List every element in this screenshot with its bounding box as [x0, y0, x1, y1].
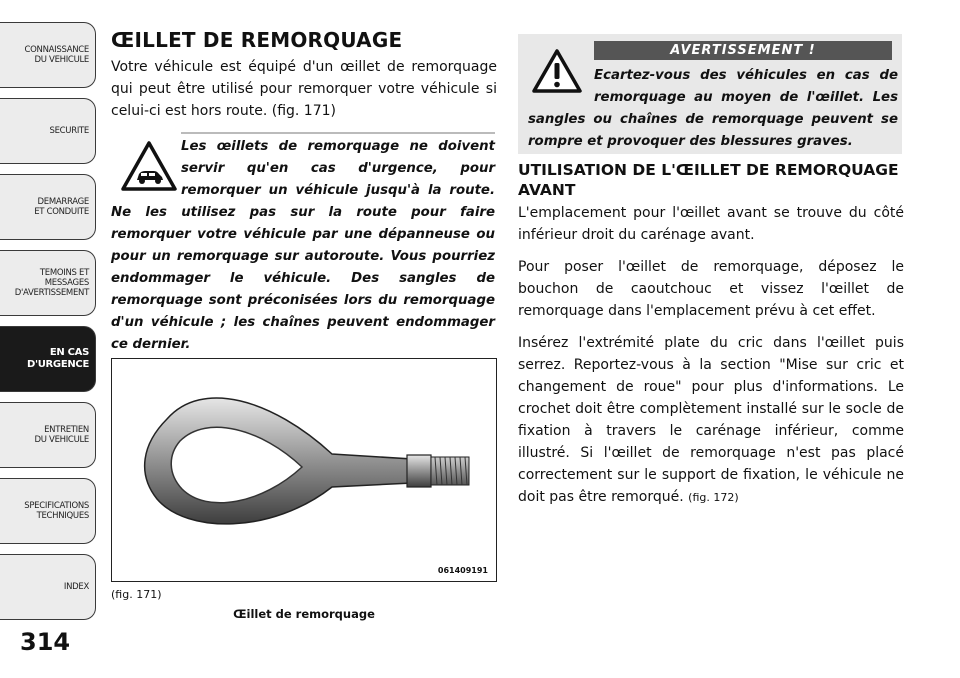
warning-heading: AVERTISSEMENT !: [594, 41, 892, 60]
figure-reference-inline: (fig. 172): [688, 491, 739, 504]
paragraph-jack: [518, 332, 904, 509]
tab-index[interactable]: [0, 554, 96, 620]
tab-en-cas-urgence[interactable]: [0, 326, 96, 392]
paragraph-install: Pour poser l'œillet de remorquage, déposez le bouchon de caoutchouc et vissez l'œillet de remorquage dans l'emplacement prévu à cet effet.: [518, 259, 904, 319]
tab-label: INDEX: [63, 582, 89, 592]
warning-box: [518, 34, 902, 154]
intro-paragraph: Votre véhicule est équipé d'un œillet de remorquage qui peut être utilisé pour remorquer votre véhicule si celui-ci est hors route. (fig. 171): [111, 59, 497, 119]
tab-label: ENTRETIEN DU VEHICULE: [34, 425, 89, 445]
vehicle-warning-icon: [121, 140, 177, 192]
tow-eye-illustration: [112, 359, 495, 580]
right-column: [518, 160, 904, 519]
page-number: 314: [20, 628, 71, 656]
warning-text: [528, 65, 898, 153]
tab-connaissance-vehicule[interactable]: [0, 22, 96, 88]
tab-demarrage-conduite[interactable]: [0, 174, 96, 240]
paragraph-location: L'emplacement pour l'œillet avant se trouve du côté inférieur droit du carénage avant.: [518, 205, 904, 243]
warning-body: Ecartez-vous des véhicules en cas de remorquage au moyen de l'œillet. Les sangles ou chaînes de remorquage peuvent se rompre et provoquer des blessures graves.: [528, 68, 898, 149]
caution-box: [111, 132, 495, 356]
tab-securite[interactable]: [0, 98, 96, 164]
caution-body: Les œillets de remorquage ne doivent servir qu'en cas d'urgence, pour remorquer un véhicule jusqu'à la route. Ne les utilisez pas sur la route pour faire remorquer votre véhicule par une dépanneuse ou pour un remorquage sur autoroute. Vous pourriez endommager le véhicule. Des sangles de remorquage sont préconisées lors du remorquage d'un véhicule ; les chaînes peuvent endommager ce dernier.: [111, 138, 495, 352]
tab-label: DEMARRAGE ET CONDUITE: [34, 197, 89, 217]
section-title: ŒILLET DE REMORQUAGE: [111, 28, 403, 52]
tab-specifications-techniques[interactable]: [0, 478, 96, 544]
figure-tow-eye: [111, 358, 497, 582]
tab-label: TEMOINS ET MESSAGES D'AVERTISSEMENT: [14, 268, 89, 298]
figure-caption: Œillet de remorquage: [233, 607, 375, 621]
paragraph-jack-text: Insérez l'extrémité plate du cric dans l'œillet puis serrez. Reportez-vous à la section "Mise sur cric et changement de roue" pour plus d'informations. Le crochet doit être complètement installé sur le socle de fixation à travers le carénage inférieur, comme illustré. Si l'œillet de remorquage n'est pas placé correctement sur le support de fixation, le véhicule ne doit pas être remorqué.: [518, 335, 904, 505]
icon-spacer: [528, 65, 594, 109]
left-column: [111, 28, 497, 122]
tab-label: EN CAS D'URGENCE: [26, 347, 89, 370]
tab-label: SECURITE: [49, 126, 89, 136]
tab-label: CONNAISSANCE DU VEHICULE: [24, 45, 89, 65]
section-subtitle: UTILISATION DE L'ŒILLET DE REMORQUAGE AVANT: [518, 161, 899, 199]
tab-entretien-vehicule[interactable]: [0, 402, 96, 468]
tab-temoins-messages[interactable]: [0, 250, 96, 316]
tab-label: SPECIFICATIONS TECHNIQUES: [24, 501, 89, 521]
figure-reference: (fig. 171): [111, 588, 162, 601]
figure-code: 061409191: [437, 566, 488, 575]
